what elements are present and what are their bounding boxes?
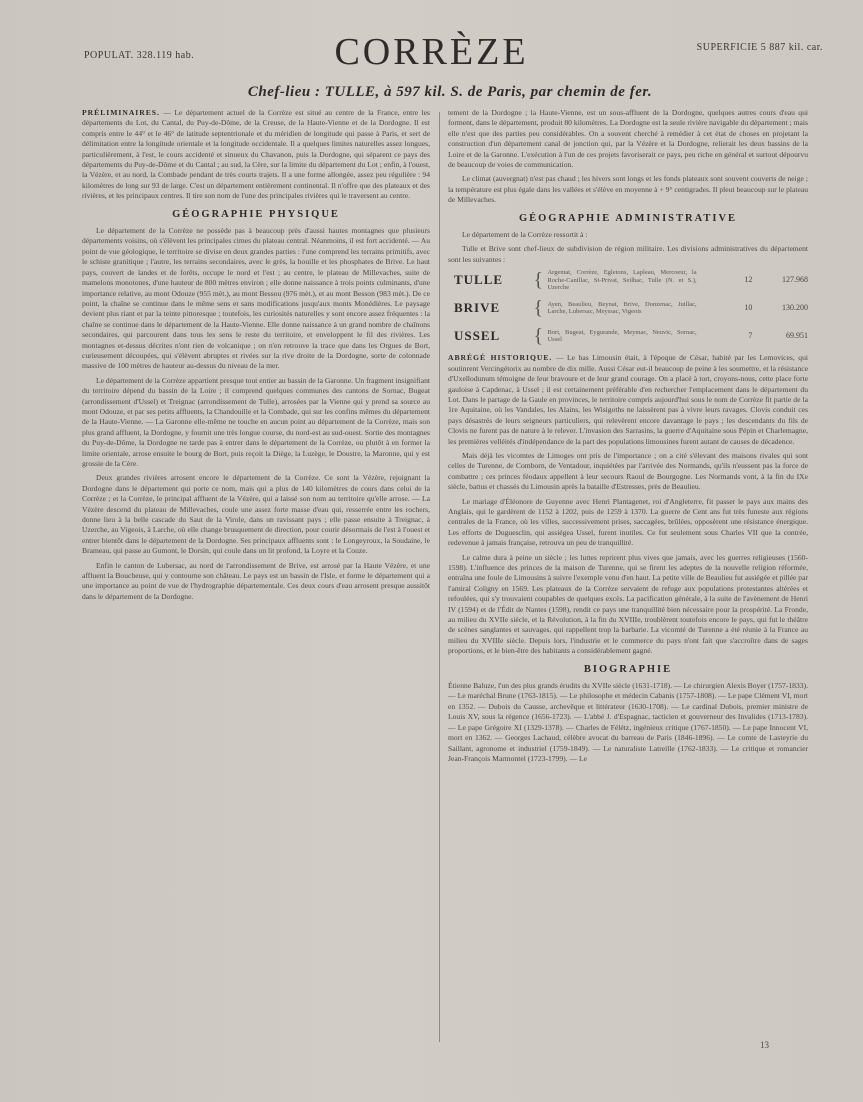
column-divider <box>439 112 440 1042</box>
arrondissement-cantons: Bort, Bugeat, Eygurande, Meymac, Neuvic, Sornac, Ussel <box>547 328 697 344</box>
biographie-text: Étienne Baluze, l'un des plus grands érudits du XVIIe siècle (1631-1718). — Le chirurgien Alexis Boyer (1757-1833). — Le maréchal Brune (1763-1815). — Le philosophe et médecin Cabanis (1757-1808). — Le pape Clément VI, mort en 1352. — Dubois du Causse, archevêque et littérateur (1630-1708). — Le cardinal Dubois, premier ministre de Louis XV, sous la régence (1656-1723). — L'abbé J. d'Espagnac, tacticien et gouverneur des Invalides (1713-1783). — Le pape Grégoire XI (1329-1378). — Charles de Félétz, ingénieux critique (1767-1850). — Le pape Innocent VI, mort en 1362. — Georges Lachaud, célèbre avocat du barreau de Paris (1846-1896). — Le comte de Lasteyrie du Saillant, agronome et industriel (1759-1849). — Le naturaliste Latreille (1762-1833). — Le critique et romancier Jean-François Marmontel (1723-1799). — Le <box>448 681 808 763</box>
geo-paragraph-3: Deux grandes rivières arrosent encore le département de la Corrèze. Ce sont la Vézère, rejoignant la Dordogne dans le département qui porte ce nom, mais qui a plus de 140 kilomètres de cours dans celui de la Corrèze ; et la Corrèze, le principal affluent de la Vézère, qui a laissé son nom au territoire qu'elle arrose. — La Vézère descend du plateau de Millevaches, coule une assez forte masse d'eau qui, resserrée entre les rochers, donne lieu à la belle cascade du Saut de la Virole, dans un ravissant pays ; elle passe ensuite à Treignac, à Uzerche, au Vigeois, à Larche, où elle change brusquement de direction, pour courir désormais de l'est à l'ouest et entrer bientôt dans le département de la Dordogne. Ses principaux affluents sont : le Longeyroux, la Soudaine, le Brameau, qui passe au Gumont, le Dorsin, qui coule dans un lit profond, la Loyre et la Couze. <box>82 473 430 556</box>
climat-paragraph: Le climat (auvergnat) n'est pas chaud ; les hivers sont longs et les fonds plateaux sont souvent couverts de neige ; la température est plus égale dans les vallées et s'élève en moyenne à + 9° centigrades. Il pleut beaucoup sur le plateau de Millevaches. <box>448 174 808 205</box>
geo-paragraph-4: Enfin le canton de Lubersac, au nord de l'arrondissement de Brive, est arrosé par la Haute Vézère, et une affluent la Boucheuse, qui y contourne son château. Le pays est un bassin de l'Isle, et forme le département qui a une importance au point de vue de l'hydrographie départementale. Ces deux cours d'eau arrosent presque aussitôt dans le département de la Dordogne. <box>82 560 430 601</box>
geo-paragraph-2: Le département de la Corrèze appartient presque tout entier au bassin de la Garonne. Un fragment insignifiant du territoire dépend du bassin de la Loire ; il comprend quelques communes des cantons de Sornac, Bugeat (arrondissement d'Ussel) et Treignac (arrondissement de Tulle), arrosées par la Vienne qui y prend sa source au mont Odouze, et par ses petits affluents, la Chandouille et la Combade, qui sur les confins mêmes du département de la Haute-Vienne. — La Garonne elle-même ne touche en aucun point au département de la Corrèze, mais son plus grand affluent, la Dordogne, y fournit une très longue course, du nord-est au sud-ouest. Sortie des montagnes du Puy-de-Dôme, la Dordogne ne tarde pas à entrer dans le département de la Corrèze, ou plutôt à en former la limite orientale, arrose ensuite le bourg de Bort, puis reçoit la Diège, la Luzège, le Doustre, la Maronne, qui y est grossie de la Cère. <box>82 375 430 468</box>
geo-admin-heading: GÉOGRAPHIE ADMINISTRATIVE <box>518 212 738 224</box>
prelim-paragraph <box>82 108 430 202</box>
brace-icon: { <box>533 269 544 292</box>
population-label: POPULAT. 328.119 hab. <box>84 50 195 61</box>
abrege-paragraph-3: Le mariage d'Éléonore de Guyenne avec Henri Plantagenet, roi d'Angleterre, fit passer le pays aux mains des Anglais, qui le gardèrent de 1152 à 1202, puis de 1259 à 1370. La guerre de Cent ans fut très funeste aux régions centrales de la France, où les villes, successivement prises, saccagées, brûlées, opposèrent une résistance énergique. Les efforts de Duguesclin, qui assiégea Ussel, furent inutiles. Ce fut seulement sous Charles VII que la contrée, redevenue à jamais française, retrouva un peu de tranquillité. <box>448 496 808 548</box>
prelim-lead: PRÉLIMINAIRES. <box>82 108 160 117</box>
surface-label: SUPERFICIE 5 887 kil. car. <box>696 42 823 53</box>
abrege-paragraph-1 <box>448 353 808 447</box>
arrondissement-row <box>454 325 808 347</box>
arrondissement-row <box>454 297 808 319</box>
geo-physique-heading: GÉOGRAPHIE PHYSIQUE <box>172 208 340 220</box>
brace-icon: { <box>533 297 544 320</box>
chef-lieu-line: Chef-lieu : TULLE, à 597 kil. S. de Paris, par chemin de fer. <box>247 84 653 100</box>
admin-intro: Le département de la Corrèze ressortit à : <box>462 230 588 240</box>
arrondissement-row <box>454 269 808 291</box>
abrege-lead: ABRÉGÉ HISTORIQUE. <box>448 353 553 363</box>
arrondissement-count: 7 <box>748 331 753 341</box>
arrondissement-pop: 69.951 <box>786 331 808 341</box>
arrondissement-pop: 127.968 <box>782 275 808 285</box>
arrondissement-cantons: Argentat, Corrèze, Egletons, Lapleau, Mercoeur, la Roche-Canillac, St-Privat, Seilhac, Tulle (N. et S.), Uzerche <box>547 269 697 292</box>
right-column <box>448 108 808 1068</box>
biographie-heading: BIOGRAPHIE <box>583 663 673 675</box>
abrege-paragraph-2: Mais déjà les vicomtes de Limoges ont pris de l'importance ; on a cité s'élevant des maisons rivales qui sont celles de Turenne, de Comborn, de Ventadour, inquiétées par l'arrivée des Normands, qu'ils n'eussent pas la force de combattre ; ces princes féodaux appellent à leur secours Raoul de Bourgogne. Les Normands vont, à la fin du IXe siècle, battus et chassés du Limousin après la bataille d'Estresses, près de Beaulieu. <box>448 450 808 492</box>
arrondissement-count: 10 <box>744 303 753 313</box>
arrondissement-pop: 130.200 <box>782 303 808 313</box>
arrondissement-name: BRIVE <box>454 300 501 316</box>
abrege-paragraph-4: Le calme dura à peine un siècle ; les luttes reprirent plus vives que jamais, avec les guerres religieuses (1560-1598). L'influence des princes de la maison de Turenne, qui se firent les adeptes de la nouvelle religion réformée, entraîna une foule de Limousins à suivre l'exemple venu d'en haut. La petite ville de Beaulieu fut assiégée et pillée par l'amiral Coligny en 1569. Les plateaux de la Corrèze servaient de refuge aux populations protestantes altérées et refoulées, qui s'y trouvaient coupables de quelques excès. La pacification générale, à la suite de l'avènement de Henri IV (1594) et de l'Édit de Nantes (1598), rendit ce pays une tranquillité bien nécessaire pour la prospérité. La Fronde, au milieu du XVIIe siècle, et la Révolution, à la fin du XVIIIe, troublèrent toutefois encore le pays, qui fut le théâtre de scènes sanglantes et sauvages, qui rappellent trop la barbarie. La vicomté de Turenne a été réunie à la France au milieu du XVIIIe siècle. Depuis lors, l'industrie et le commerce du pays n'ont fait que s'accroître dans de sages proportions, et le bien-être des habitants a considérablement gagné. <box>448 552 808 656</box>
page-number: 13 <box>760 1040 769 1050</box>
brace-icon: { <box>533 325 544 348</box>
arrondissement-cantons: Ayen, Beaulieu, Beynat, Brive, Donzenac, Juillac, Larche, Lubersac, Meyssac, Vigeois <box>547 300 697 316</box>
abrege-text-1: — Le bas Limousin était, à l'époque de César, habité par les Lemovices, qui soutinrent Vercingétorix au nombre de dix mille. Aussi César eut-il beaucoup de peine à les soumettre, et la résistance d'Uxellodunum témoigne de leur bravoure et de leur grand courage. On a placé à tort, croyons-nous, cette place forte gauloise à Capdenac, à Ussel ; il est certainement préférable d'en rechercher l'emplacement dans le département du Lot. Dans le partage de la Gaule en provinces, le territoire compris aujourd'hui sous le nom de Corrèze fit partie de la 1re Aquitaine, où les Vandales, les Alains, les Wisigoths ne laissèrent pas à vivre leurs ravages. Clovis conduit ces pays désastrés de leurs seigneurs particuliers, qui relevèrent encore davantage le pays ; les descendants du fils de Clovis ne furent pas de nature à le relever. L'invasion des Sarrasins, la guerre d'Aquitaine sous Pépin et Charlemagne, les premières velléités d'indépendance de la part des populations limousines furent autant de causes de décadence. <box>448 353 808 446</box>
prelim-text: — Le département actuel de la Corrèze est situé au centre de la France, entre les départements du Lot, du Cantal, du Puy-de-Dôme, de la Creuse, de la Haute-Vienne et de la Dordogne. Il est compris entre le 44° et le 46° de latitude septentrionale et du méridien de longitude qui passe à Paris, et sert de délimitation entre la longitude orientale et la longitude occidentale. Il a quelques limites naturelles assez longues, particulièrement, à l'est, le cours accidenté et sinueux du Chavanon, puis la Dordogne, qui séparent ce pays des départements du Puy-de-Dôme et du Cantal ; au sud, la Cère, sur la limite du département du Lot ; enfin, à l'ouest, la Vézère, et au nord, la Combade pendant de très courts trajets. Il a une forme allongée, assez peu régulière : 94 kilomètres de long sur 93 de large. C'est un département entièrement continental. Il n'offre que des plateaux et des rivières, et les principaux centres. Il tire son nom de l'une des principales rivières qui le traversent au centre. <box>82 108 430 201</box>
page-header <box>0 0 863 80</box>
geo-paragraph-1: Le département de la Corrèze ne possède pas à beaucoup près d'aussi hautes montagnes que plusieurs départements voisins, où s'élèvent les principales cimes du plateau central. Néanmoins, il est fort accidenté. — Au point de vue géologique, le territoire se divise en deux grandes parties : l'une comprend les terrains primitifs, avec le schiste granitique ; l'autre, les terrains secondaires, avec le grès, la houille et les phosphates de Brive. Le haut pays, couvert de landes et de forêts, occupe le nord et l'est ; au centre, le plateau de Millevaches, suite de mamelons monotones, d'une hauteur de 800 mètres environ ; elle donne naissance à trois points culminants, d'une importance relative, au mont Odouze (955 mèt.), au mont Bessou (976 mèt.), et au mont Besson (983 mèt.). De ce point, la chaîne se continue dans le même sens et sans modifications jusqu'aux monts Monédières. Le paysage devient plus riant et par la teinte pittoresque ; toutefois, les curiosités naturelles y sont encore assez fréquentes : la chaîne se continue dans le département de la Haute-Vienne. Elle donne naissance à un grand nombre de chaînons secondaires, qui parcourent dans tous les sens le reste du territoire, et enveloppent le fil des rivières. Les montagnes et-dessus décrites n'ont rien de volcanique ; on n'en retrouve la trace que dans les Orgues de Bort, curieusement découpées, qui s'élèvent abruptes et rivées sur la rive droite de la Dordogne, sorte de colonnade massive de 100 mètres de hauteur au-dessus du niveau de la mer. <box>82 226 430 371</box>
arrondissement-name: USSEL <box>454 328 501 344</box>
continued-paragraph: tement de la Dordogne ; la Haute-Vienne, est un sous-affluent de la Dordogne, quelques autres cours d'eau qui forment, dans le département, produit 80 kilomètres. La Dordogne est la seule rivière navigable du département ; mais elle n'est que des parties peu considérables. On a souvent cherché à remédier à cet état de choses en projetant la construction d'un département canal de jonction qui, par la Vézère et la Dordogne, relierait les deux bassins de la Loire et de la Garonne. L'exécution à l'un de ces projets favoriserait ce pays, peu riche en général et surtout dépourvu de beaucoup de voies de communication. <box>448 108 808 170</box>
left-column <box>82 108 430 1058</box>
arrondissement-name: TULLE <box>454 272 504 288</box>
admin-intro-2: Tulle et Brive sont chef-lieux de subdivision de région militaire. Les divisions administratives du département sont les suivantes : <box>448 244 808 264</box>
arrondissement-count: 12 <box>744 275 753 285</box>
page-title: CORRÈZE <box>334 31 529 73</box>
arrondissement-table <box>454 269 808 347</box>
